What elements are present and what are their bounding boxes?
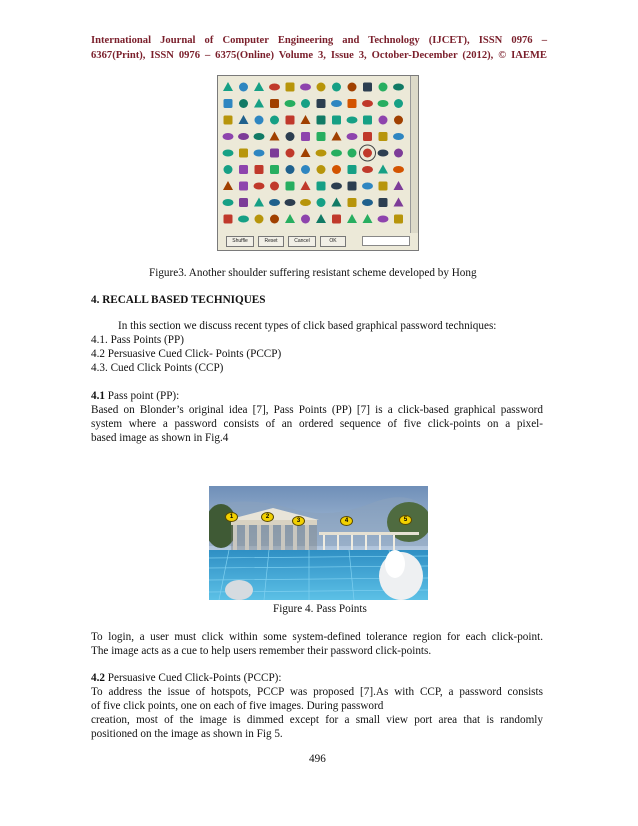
grid-icon (270, 182, 279, 191)
grid-icon (255, 116, 264, 125)
grid-icon (269, 84, 280, 91)
figure-3-caption: Figure3. Another shoulder suffering resistant scheme developed by Hong (149, 267, 477, 279)
paragraph-4-2-line-4: positioned on the image as shown in Fig 5. (91, 728, 283, 740)
grid-icon (224, 99, 233, 108)
grid-icon (393, 166, 404, 173)
grid-icon (223, 150, 234, 157)
grid-icon (286, 132, 295, 141)
section-4-intro: In this section we discuss recent types of click based graphical password techniques: (118, 320, 497, 332)
grid-icon (224, 215, 233, 224)
paragraph-4-1-line-2: system where a password consists of an ordered sequence of five click-points on a pixel- (91, 418, 543, 430)
grid-icon (255, 165, 264, 174)
grid-icon (223, 181, 233, 190)
grid-icon (379, 83, 388, 92)
section-4-heading: 4. RECALL BASED TECHNIQUES (91, 294, 266, 306)
grid-icon (255, 215, 264, 224)
grid-icon (223, 199, 234, 206)
grid-icon (393, 84, 404, 91)
grid-icon (270, 149, 279, 158)
grid-icon (362, 166, 373, 173)
grid-icon (348, 83, 357, 92)
grid-icon (270, 99, 279, 108)
paragraph-4-1-line-1: Based on Blonder’s original idea [7], Pass Points (PP) [7] is a click-based graphical password (91, 404, 543, 416)
grid-icon (301, 115, 311, 124)
grid-icon (379, 182, 388, 191)
grid-icon (286, 83, 295, 92)
grid-icon (270, 215, 279, 224)
grid-icon (394, 99, 403, 108)
grid-icon (254, 183, 265, 190)
grid-icon (317, 99, 326, 108)
figure-4-pass-points-photo (209, 486, 428, 600)
grid-icon (332, 165, 341, 174)
grid-icon (379, 132, 388, 141)
grid-icon (301, 181, 311, 190)
grid-icon (363, 116, 372, 125)
grid-icon (363, 83, 372, 92)
subsection-4-1-heading (91, 389, 179, 403)
list-item-4-2: 4.2 Persuasive Cued Click- Points (PCCP) (91, 348, 282, 360)
grid-icon (270, 132, 280, 141)
grid-icon (378, 150, 389, 157)
grid-icon (285, 199, 296, 206)
grid-icon (363, 214, 373, 223)
pass-points-scene (209, 486, 428, 600)
subsection-4-2-heading (91, 671, 282, 685)
icon-grid (220, 79, 410, 229)
grid-icon (317, 182, 326, 191)
grid-icon (301, 99, 310, 108)
grid-icon (286, 116, 295, 125)
grid-icon (332, 198, 342, 207)
grid-icon (317, 116, 326, 125)
subsection-4-2-title: Persuasive Cued Click-Points (PCCP): (104, 672, 282, 684)
grid-icon (254, 133, 265, 140)
grid-icon (239, 182, 248, 191)
grid-icon (378, 216, 389, 223)
shuffle-button: Shuffle (226, 236, 254, 247)
grid-icon (394, 116, 403, 125)
grid-icon (239, 99, 248, 108)
grid-icon (316, 214, 326, 223)
grid-icon (286, 182, 295, 191)
page-number: 496 (309, 753, 326, 765)
login-paragraph-line-2: The image acts as a cue to help users remember their password click-points. (91, 645, 432, 657)
grid-icon (316, 150, 327, 157)
list-item-4-3: 4.3. Cued Click Points (CCP) (91, 362, 224, 374)
click-point-3: 3 (292, 516, 305, 526)
grid-icon (378, 165, 388, 174)
grid-icon (224, 165, 233, 174)
grid-icon (347, 133, 358, 140)
grid-icon (394, 215, 403, 224)
grid-icon (301, 215, 310, 224)
paragraph-4-2-line-1: To address the issue of hotspots, PCCP was proposed [7].As with CCP, a password consists (91, 686, 543, 698)
grid-icon (332, 132, 342, 141)
paragraph-4-2-line-3: creation, most of the image is dimmed except for a small view port area that is randomly (91, 714, 543, 726)
grid-icon (348, 165, 357, 174)
grid-icon (224, 116, 233, 125)
journal-header-line-2: 6367(Print), ISSN 0976 – 6375(Online) Volume 3, Issue 3, October-December (2012), © IAEME (91, 50, 547, 61)
grid-icon (301, 148, 311, 157)
grid-icon (362, 199, 373, 206)
grid-icon (317, 198, 326, 207)
grid-icon (394, 198, 404, 207)
grid-icon (348, 198, 357, 207)
login-paragraph-line-1: To login, a user must click within some system-defined tolerance region for each click-point. (91, 631, 543, 643)
grid-icon (238, 216, 249, 223)
scrollbar (410, 76, 418, 233)
grid-icon (347, 117, 358, 124)
grid-icon (254, 150, 265, 157)
grid-icon (254, 198, 264, 207)
grid-icon (285, 100, 296, 107)
click-point-5: 5 (399, 515, 412, 525)
grid-icon (332, 116, 341, 125)
grid-icon (223, 133, 234, 140)
paragraph-4-1-line-3: based image as shown in Fig.4 (91, 432, 229, 444)
subsection-4-2-number: 4.2 (91, 672, 105, 684)
subsection-4-1-title: Pass point (PP): (104, 390, 180, 402)
grid-icon (317, 83, 326, 92)
grid-icon (301, 132, 310, 141)
click-point-4: 4 (340, 516, 353, 526)
reset-button: Reset (258, 236, 284, 247)
grid-icon (269, 199, 280, 206)
grid-icon (394, 181, 404, 190)
grid-icon (239, 149, 248, 158)
grid-icon (317, 165, 326, 174)
journal-header-line-1: International Journal of Computer Engineering and Technology (IJCET), ISSN 0976 – (91, 35, 547, 46)
grid-icon (348, 182, 357, 191)
grid-icon (239, 115, 249, 124)
cancel-button: Cancel (288, 236, 316, 247)
grid-icon (362, 183, 373, 190)
grid-icon (317, 132, 326, 141)
grid-icon (348, 99, 357, 108)
password-field (362, 236, 410, 246)
grid-icon (347, 214, 357, 223)
grid-icon (332, 83, 341, 92)
grid-icon (286, 165, 295, 174)
grid-icon (285, 214, 295, 223)
ok-button: OK (320, 236, 346, 247)
grid-icon (223, 82, 233, 91)
figure-4-caption: Figure 4. Pass Points (273, 603, 367, 615)
grid-icon (331, 183, 342, 190)
list-item-4-1: 4.1. Pass Points (PP) (91, 334, 184, 346)
grid-icon (238, 133, 249, 140)
grid-icon (363, 132, 372, 141)
grid-icon (331, 150, 342, 157)
grid-icon (379, 116, 388, 125)
grid-icon (239, 198, 248, 207)
grid-icon (393, 133, 404, 140)
grid-icon (300, 199, 311, 206)
grid-icon (239, 83, 248, 92)
grid-icon (394, 149, 403, 158)
grid-icon (270, 165, 279, 174)
subsection-4-1-number: 4.1 (91, 390, 105, 402)
grid-icon (286, 149, 295, 158)
grid-icon (239, 165, 248, 174)
grid-icon (254, 99, 264, 108)
grid-icon (300, 84, 311, 91)
grid-icon (379, 198, 388, 207)
grid-icon (378, 100, 389, 107)
grid-icon (331, 100, 342, 107)
grid-icon (332, 215, 341, 224)
figure-3-icon-grid-image (217, 75, 419, 251)
grid-icon (363, 149, 372, 158)
click-point-1: 1 (225, 512, 238, 522)
grid-icon (270, 116, 279, 125)
grid-icon (254, 82, 264, 91)
paragraph-4-2-line-2: of five click points, one on each of five images. During password (91, 700, 384, 712)
grid-icon (362, 100, 373, 107)
grid-icon (301, 165, 310, 174)
grid-icon (348, 149, 357, 158)
click-point-2: 2 (261, 512, 274, 522)
